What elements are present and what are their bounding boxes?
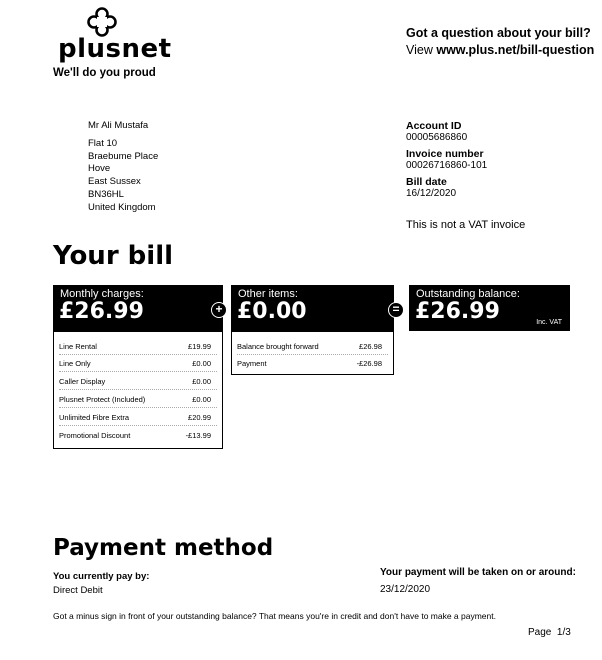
charge-row	[59, 356, 217, 372]
address-line: Hove	[88, 163, 111, 175]
brand-name: plusnet	[58, 34, 172, 64]
help-title: Got a question about your bill?	[406, 26, 591, 40]
other-item-row	[237, 339, 388, 355]
address-line: Flat 10	[88, 137, 118, 149]
other-item-row	[237, 356, 388, 371]
invoice-number-label: Invoice number	[406, 148, 484, 160]
charge-value: £0.00	[192, 395, 211, 404]
bill-date: 16/12/2020	[406, 188, 457, 199]
payment-date: 23/12/2020	[380, 584, 431, 595]
payment-method-value: Direct Debit	[53, 585, 103, 596]
outstanding-balance-label: Outstanding balance:	[416, 288, 520, 300]
charge-name: Caller Display	[59, 377, 106, 386]
payment-date-label: Your payment will be taken on or around:	[380, 567, 576, 578]
charge-name: Line Only	[59, 359, 91, 368]
equals-icon: =	[388, 302, 404, 318]
charge-name: Plusnet Protect (Included)	[59, 395, 146, 404]
payment-method-heading: Payment method	[53, 535, 274, 561]
page-number	[528, 627, 571, 638]
plus-icon: +	[211, 302, 227, 318]
other-items-label: Other items:	[238, 288, 298, 300]
monthly-charges-panel	[53, 331, 223, 449]
other-items-panel	[231, 331, 394, 375]
charge-value: £0.00	[192, 377, 211, 386]
monthly-charges-header	[53, 285, 223, 331]
charge-row	[59, 374, 217, 390]
other-items-header	[231, 285, 394, 331]
other-item-name: Balance brought forward	[237, 342, 319, 351]
charge-name: Unlimited Fibre Extra	[59, 413, 130, 422]
monthly-charges-label: Monthly charges:	[60, 288, 144, 300]
charge-row	[59, 410, 217, 426]
page-value: 1/3	[556, 627, 571, 638]
credit-footnote: Got a minus sign in front of your outstanding balance? That means you're in credit and don't have to make a payment.	[53, 611, 496, 621]
other-item-value: £26.98	[359, 342, 382, 351]
address-line: East Sussex	[88, 176, 141, 188]
other-item-value: -£26.98	[356, 359, 382, 368]
help-link[interactable]: www.plus.net/bill-question	[436, 43, 595, 57]
charge-value: £20.99	[188, 413, 211, 422]
brand-tagline: We'll do you proud	[53, 67, 156, 79]
charge-value: -£13.99	[185, 431, 211, 440]
bill-date-label: Bill date	[406, 176, 447, 188]
charge-value: £0.00	[192, 359, 211, 368]
address-line: United Kingdom	[88, 201, 156, 213]
your-bill-heading: Your bill	[53, 241, 174, 271]
invoice-number: 00026716860-101	[406, 160, 488, 171]
outstanding-balance-box	[409, 285, 570, 331]
monthly-charges-amount: £26.99	[59, 299, 144, 324]
other-item-name: Payment	[237, 359, 267, 368]
charge-row	[59, 392, 217, 408]
vat-note: This is not a VAT invoice	[406, 219, 526, 231]
help-line	[406, 43, 594, 57]
address-line: Mr Ali Mustafa	[88, 120, 149, 131]
address-line: Braebume Place	[88, 150, 159, 162]
account-details	[406, 120, 487, 204]
account-id-label: Account ID	[406, 120, 462, 132]
charge-row	[59, 428, 217, 443]
page-label: Page	[528, 627, 552, 638]
payment-method-label: You currently pay by:	[53, 571, 150, 582]
charge-name: Line Rental	[59, 342, 97, 351]
address-line: BN36HL	[88, 188, 124, 200]
help-prefix: View	[406, 43, 433, 57]
other-items-amount: £0.00	[237, 299, 307, 324]
outstanding-balance-amount: £26.99	[415, 299, 500, 324]
charge-value: £19.99	[188, 342, 211, 351]
account-id: 00005686860	[406, 132, 468, 143]
inc-vat-label: Inc. VAT	[536, 319, 562, 326]
charge-name: Promotional Discount	[59, 431, 131, 440]
customer-address	[88, 120, 158, 215]
charge-row	[59, 339, 217, 355]
